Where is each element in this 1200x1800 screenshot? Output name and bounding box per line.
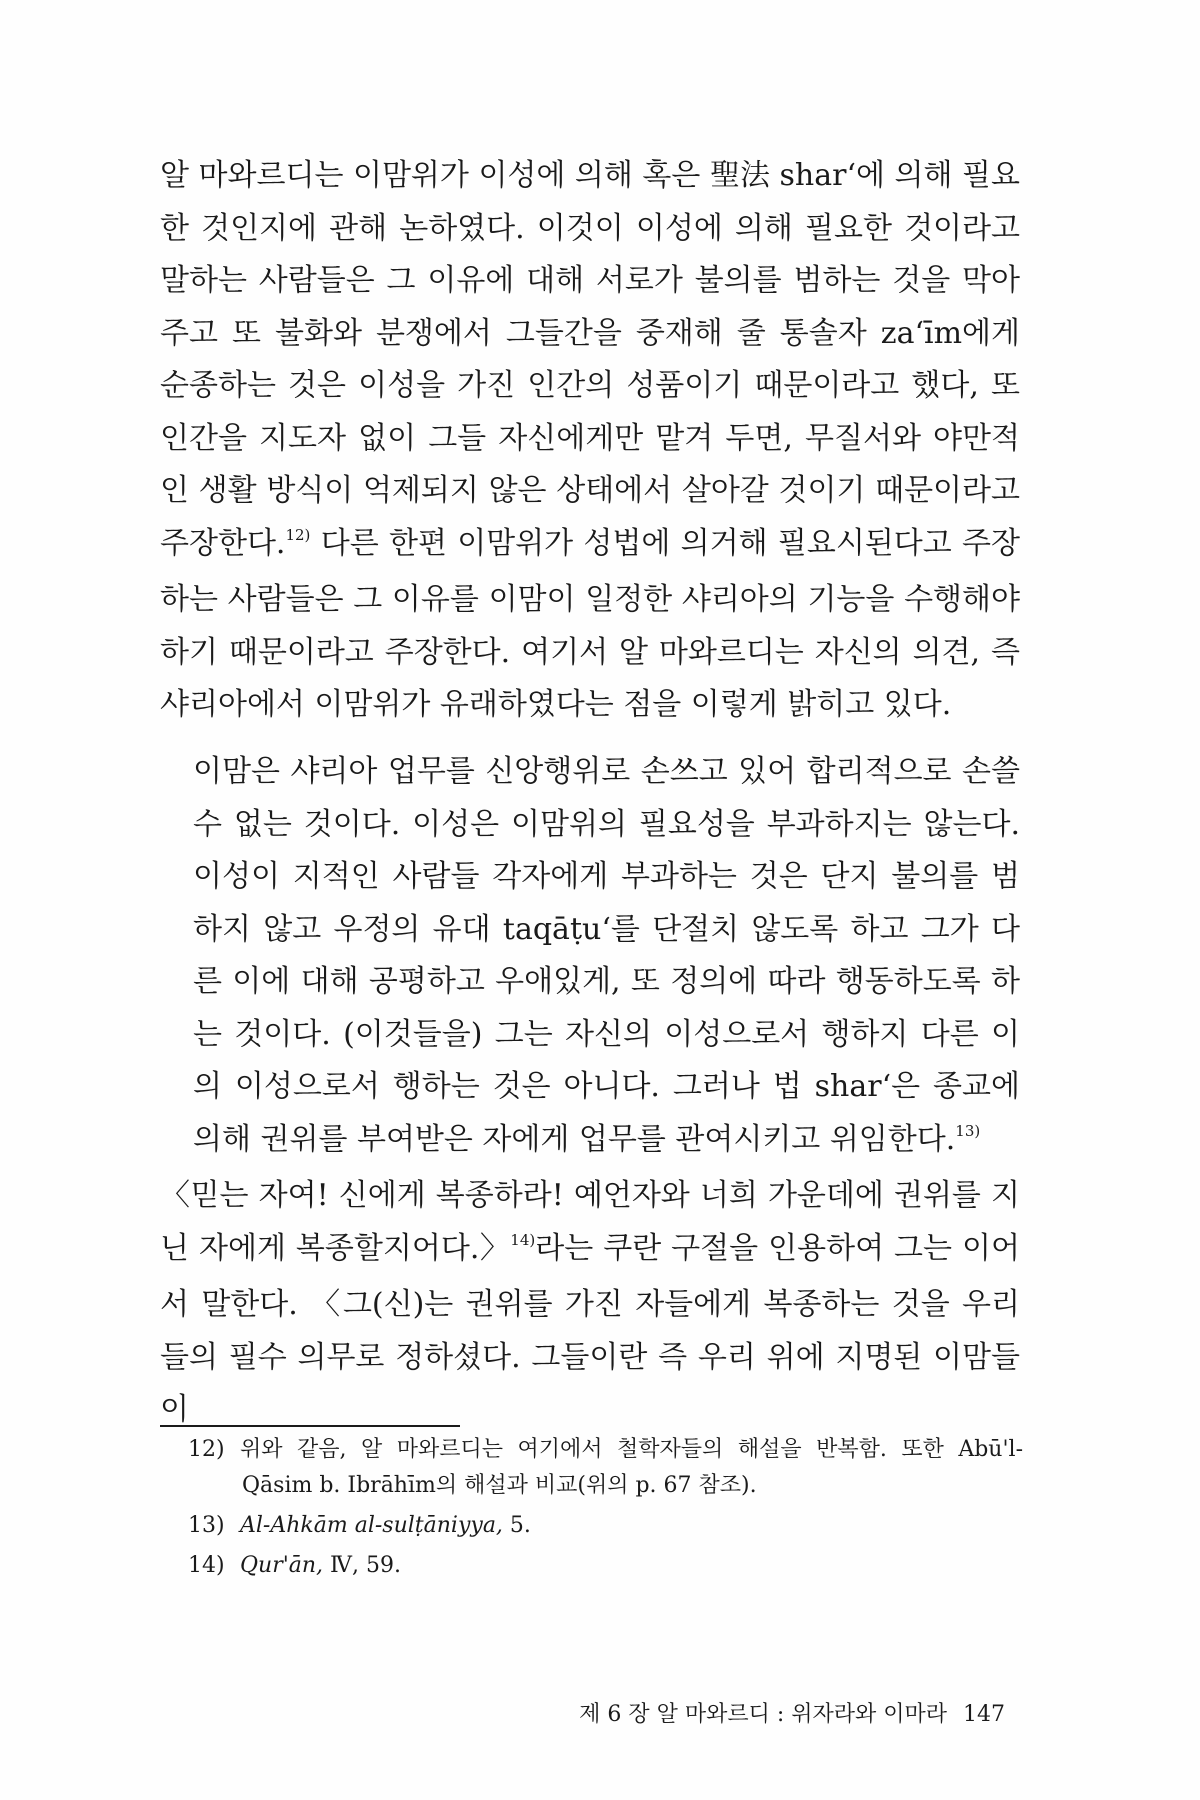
footnote-divider xyxy=(160,1425,460,1427)
body-paragraph-1 xyxy=(160,150,1020,732)
footnote-source-title: Al-Ahkām al-sulṭāniyya, xyxy=(240,1513,503,1538)
footnote-13 xyxy=(188,1508,1023,1544)
footnote-12 xyxy=(188,1432,1023,1504)
footnote-number: 13) xyxy=(188,1513,225,1538)
paragraph-2-continuation: 라는 쿠란 구절을 인용하여 그는 이어서 말한다. 〈그(신)는 권위를 가진 자들에게 복종하는 것을 우리들의 필수 의무로 정하셨다. 그들이란 즉 우리 위에 지명된 이맘들이 xyxy=(160,1230,1020,1427)
paragraph-1-continuation: 다른 한편 이맘위가 성법에 의거해 필요시된다고 주장하는 사람들은 그 이유를 이맘이 일정한 샤리아의 기능을 수행해야 하기 때문이라고 주장한다. 여기서 알 마와르디는 자신의 의견, 즉 샤리아에서 이맘위가 유래하였다는 점을 이렇게 밝히고 있다. xyxy=(160,525,1020,722)
footnote-number: 12) xyxy=(188,1437,225,1462)
footnote-source-page: 5. xyxy=(502,1513,531,1538)
quote-body: 이맘은 샤리아 업무를 신앙행위로 손쓰고 있어 합리적으로 손쓸 수 없는 것이다. 이성은 이맘위의 필요성을 부과하지는 않는다. 이성이 지적인 사람들 각자에게 부과하는 것은 단지 불의를 범하지 않고 우정의 유대 taqāṭu‘를 단절치 않도록 하고 그가 다른 이에 대해 공평하고 우애있게, 또 정의에 따라 행동하도록 하는 것이다. (이것들을) 그는 자신의 이성으로서 행하지 다른 이의 이성으로서 행하는 것은 아니다. 그러나 법 shar‘은 종교에 의해 권위를 부여받은 자에게 업무를 관여시키고 위임한다. xyxy=(193,754,1020,1157)
footnote-source-verse: Ⅳ, 59. xyxy=(323,1553,402,1578)
paragraph-1-text: 알 마와르디는 이맘위가 이성에 의해 혹은 聖法 shar‘에 의해 필요한 것인지에 관해 논하였다. 이것이 이성에 의해 필요한 것이라고 말하는 사람들은 그 이유에 대해 서로가 불의를 범하는 것을 막아주고 또 불화와 분쟁에서 그들간을 중재해 줄 통솔자 za‘īm에게 순종하는 것은 이성을 가진 인간의 성품이기 때문이라고 했다, 또 인간을 지도자 없이 그들 자신에게만 맡겨 두면, 무질서와 야만적인 생활 방식이 억제되지 않은 상태에서 살아갈 것이기 때문이라고 주장한다. xyxy=(160,158,1020,561)
paragraph-text xyxy=(160,1170,1020,1437)
footnote-14 xyxy=(188,1548,1023,1584)
footnote-source-title: Qur'ān, xyxy=(240,1553,324,1578)
page-number: 147 xyxy=(963,1702,1005,1727)
chapter-running-head: 제 6 장 알 마와르디 : 위자라와 이마라 xyxy=(579,1702,947,1727)
footnote-text: 위와 같음, 알 마와르디는 여기에서 철학자들의 해설을 반복함. 또한 Abū'l-Qāsim b. Ibrāhīm의 해설과 비교(위의 p. 67 참조). xyxy=(240,1437,1023,1498)
quote-text xyxy=(193,746,1020,1170)
footnote-number: 14) xyxy=(188,1553,225,1578)
footnotes xyxy=(188,1432,1023,1588)
block-quote xyxy=(193,746,1020,1170)
body-paragraph-2 xyxy=(160,1170,1020,1437)
quran-quote: 〈믿는 자여! 신에게 복종하라! 예언자와 너희 가운데에 권위를 지닌 자에게 복종할지어다.〉 xyxy=(160,1178,1020,1266)
running-footer xyxy=(579,1700,1005,1730)
paragraph-text xyxy=(160,150,1020,732)
footnote-ref-13: 13) xyxy=(955,1121,981,1140)
footnote-ref-14: 14) xyxy=(510,1230,536,1249)
footnote-ref-12: 12) xyxy=(285,525,311,544)
